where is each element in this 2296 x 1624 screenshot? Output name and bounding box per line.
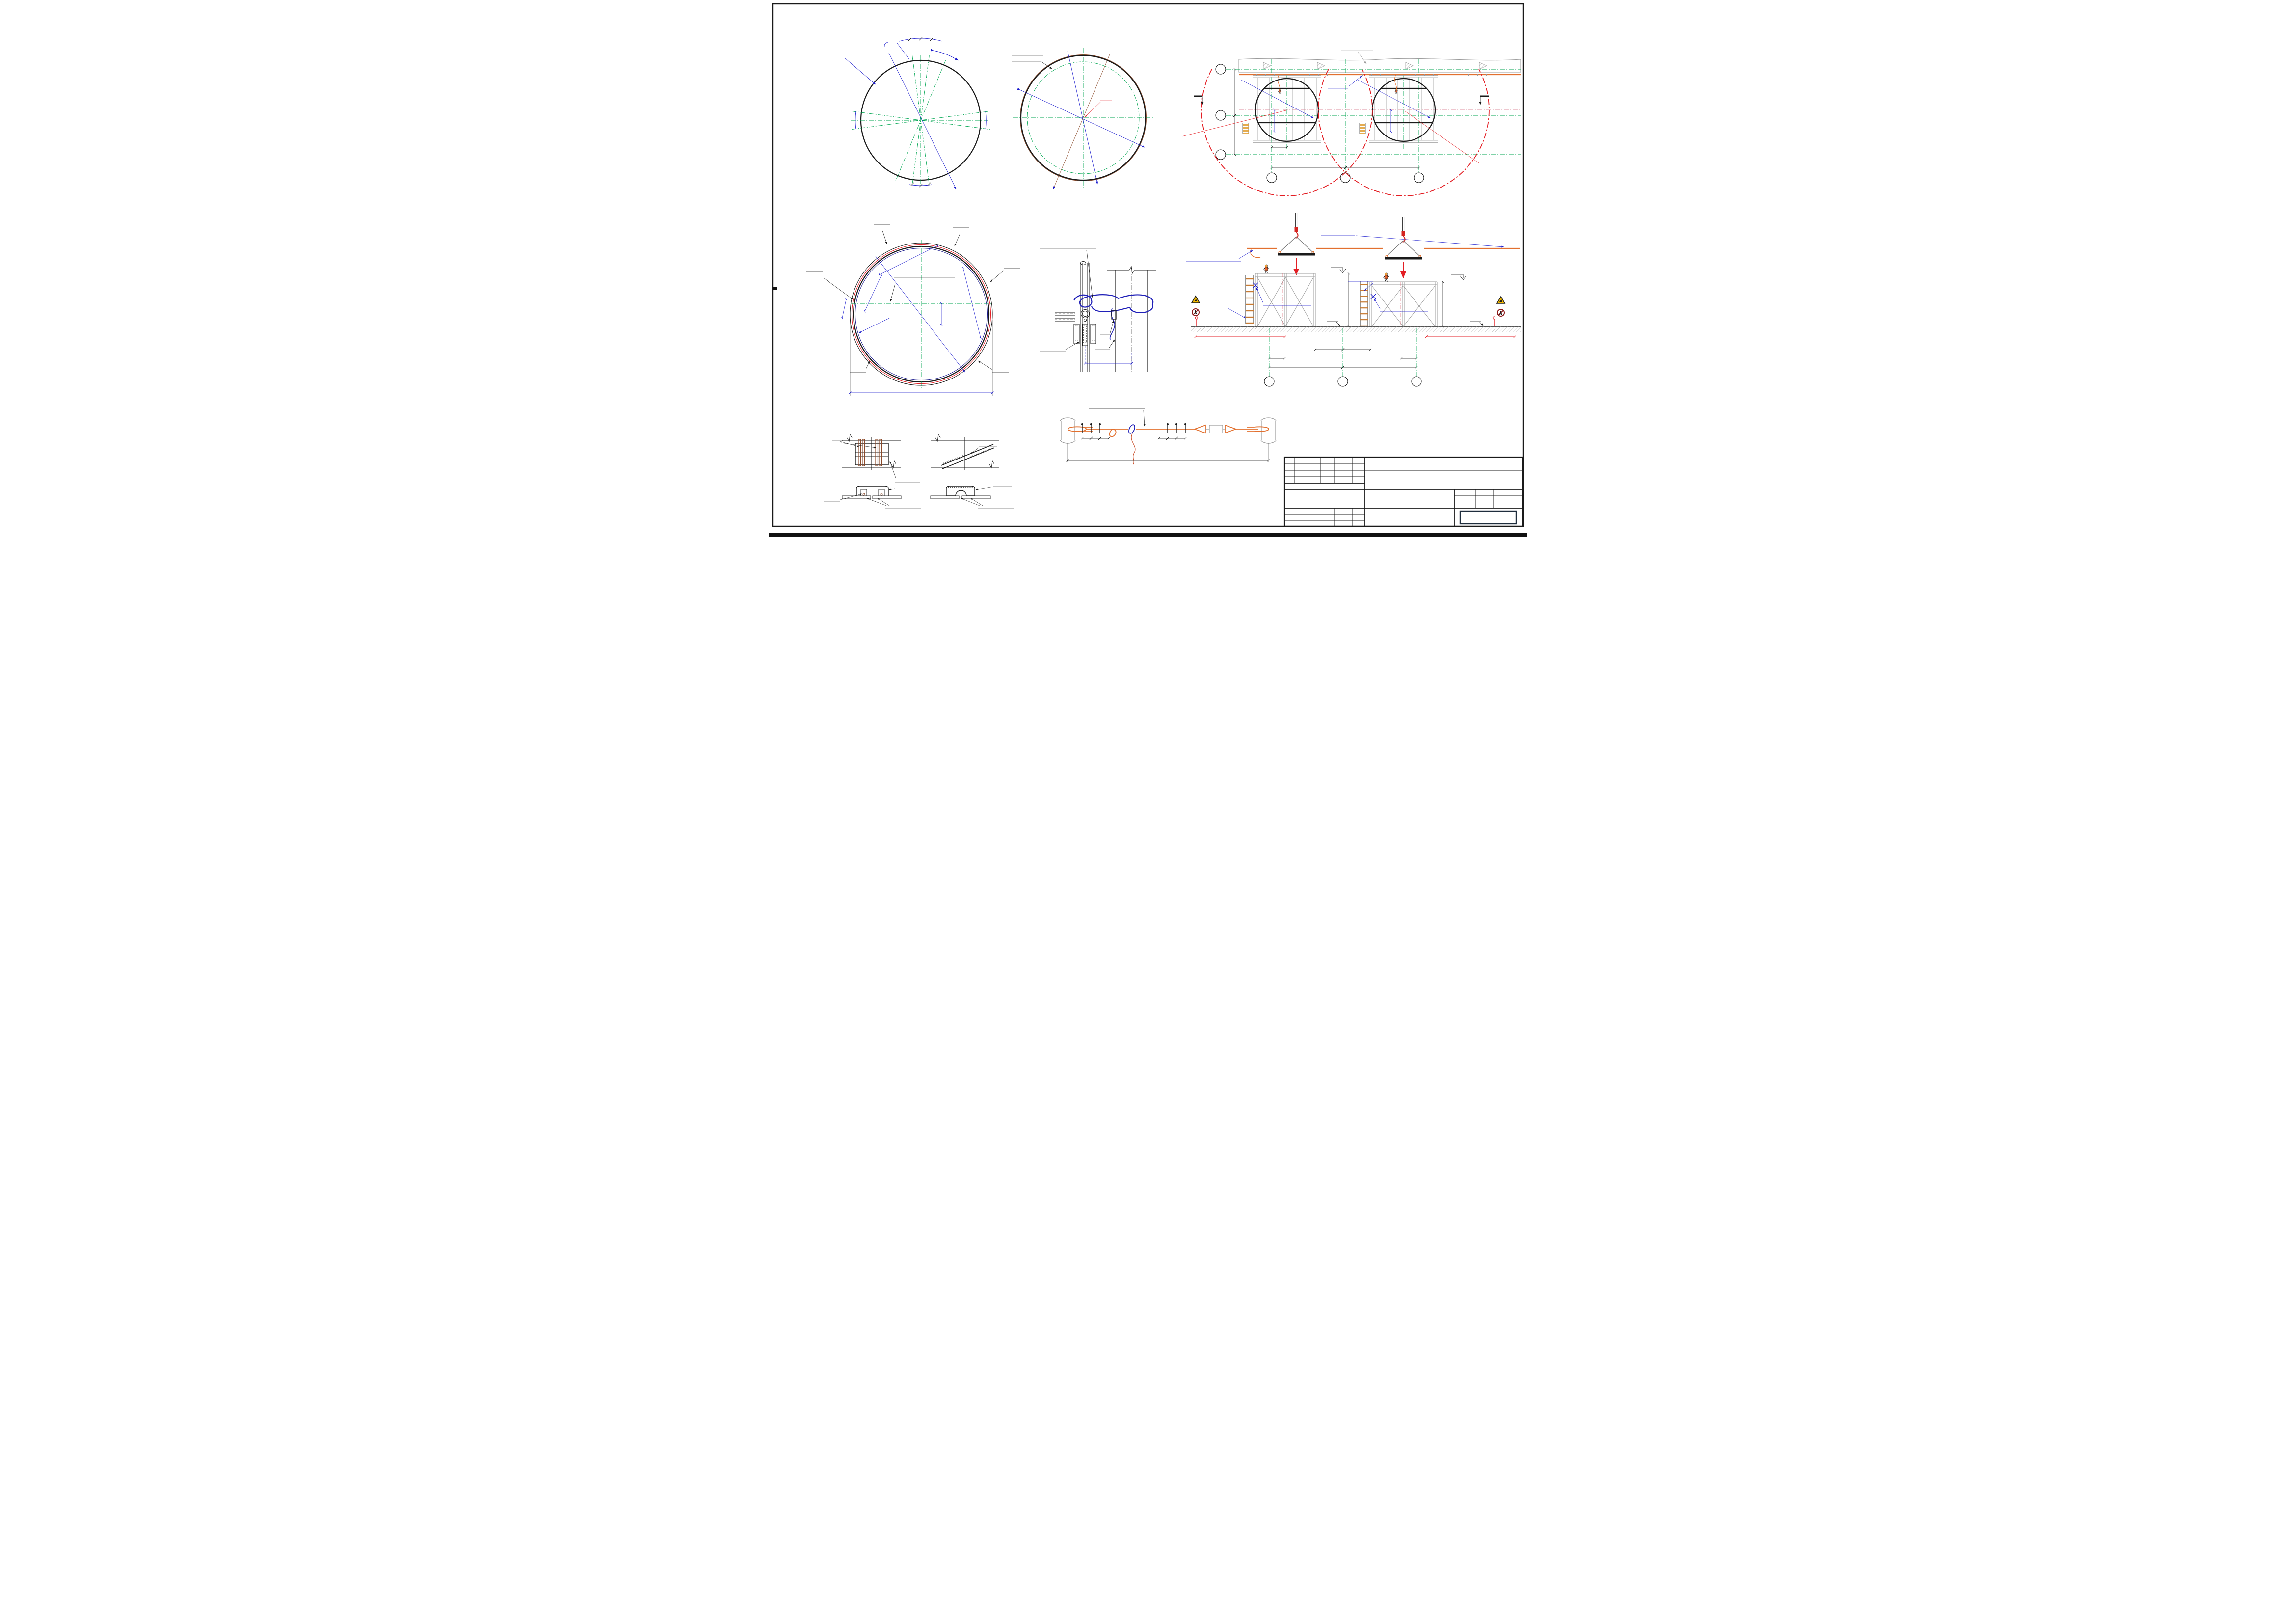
drawing-sheet — [769, 0, 1527, 537]
plan-diagram — [1182, 51, 1521, 196]
flange-pos2-right — [990, 269, 1020, 282]
title-block — [1284, 457, 1522, 526]
platform-outline — [1239, 58, 1521, 72]
rope-pillar-left — [1060, 418, 1075, 443]
v1-top — [832, 434, 901, 470]
rope-line — [1068, 425, 1269, 436]
bottom-bar — [769, 533, 1527, 537]
section-tower-right — [1370, 282, 1437, 326]
platform-hatch-2 — [1317, 62, 1325, 69]
tower-detail — [1040, 249, 1156, 374]
rope-pillar-right — [1261, 418, 1276, 443]
ribs-axes — [851, 55, 990, 186]
section-worker-left — [1264, 265, 1269, 273]
platform-hatch-4 — [1479, 62, 1487, 69]
sheet-border — [773, 4, 1523, 526]
tank-right-ladder — [1360, 123, 1365, 134]
warning-triangle-left — [1192, 296, 1200, 303]
section-1-1 — [1186, 213, 1521, 386]
page — [769, 0, 1527, 537]
flange-pos1-topleft — [874, 225, 890, 244]
flange-diagram — [806, 225, 1020, 396]
tank-right — [1358, 75, 1438, 143]
ribs-diagram — [845, 37, 990, 189]
plan-cut-right — [1480, 96, 1489, 105]
v2-side — [931, 486, 1014, 508]
section-worker-right — [1384, 273, 1389, 282]
base-diagram — [1012, 48, 1153, 189]
edge-mark — [773, 287, 777, 290]
tank-left — [1241, 75, 1321, 143]
section-tower-left — [1255, 273, 1315, 326]
zone-pole-left — [1196, 317, 1198, 326]
platform-hatch-1 — [1263, 62, 1271, 69]
no-walk-right — [1497, 309, 1504, 316]
rope-carabiner — [1127, 424, 1136, 434]
section-ladder-left — [1246, 275, 1254, 324]
crane-hook-left — [1278, 213, 1315, 256]
rope-tail — [1131, 433, 1135, 464]
flange-pos2-left — [806, 271, 853, 299]
rope-scheme — [1060, 409, 1276, 464]
v2-top — [931, 434, 999, 470]
tank-left-ladder — [1243, 123, 1249, 134]
flange-pos1-bottomright — [978, 361, 1009, 373]
base-axes — [1013, 48, 1153, 189]
plan-cut-left — [1194, 96, 1202, 105]
rope-turnbuckle — [1209, 425, 1223, 433]
plan-axes-horizontal — [1226, 69, 1521, 155]
zone-pole-right — [1493, 317, 1495, 326]
flange-axes — [851, 240, 992, 389]
v1-side — [824, 461, 921, 508]
flange-pos1-bottomleft — [850, 361, 870, 372]
warning-triangle-right — [1497, 297, 1505, 303]
section-ladder-right — [1360, 281, 1368, 326]
no-walk-left — [1192, 309, 1199, 316]
platform-hatch-3 — [1406, 62, 1413, 69]
logo-frame — [1460, 511, 1516, 524]
flange-pos1-topright — [953, 227, 969, 246]
fixtures-detail — [824, 434, 1014, 508]
